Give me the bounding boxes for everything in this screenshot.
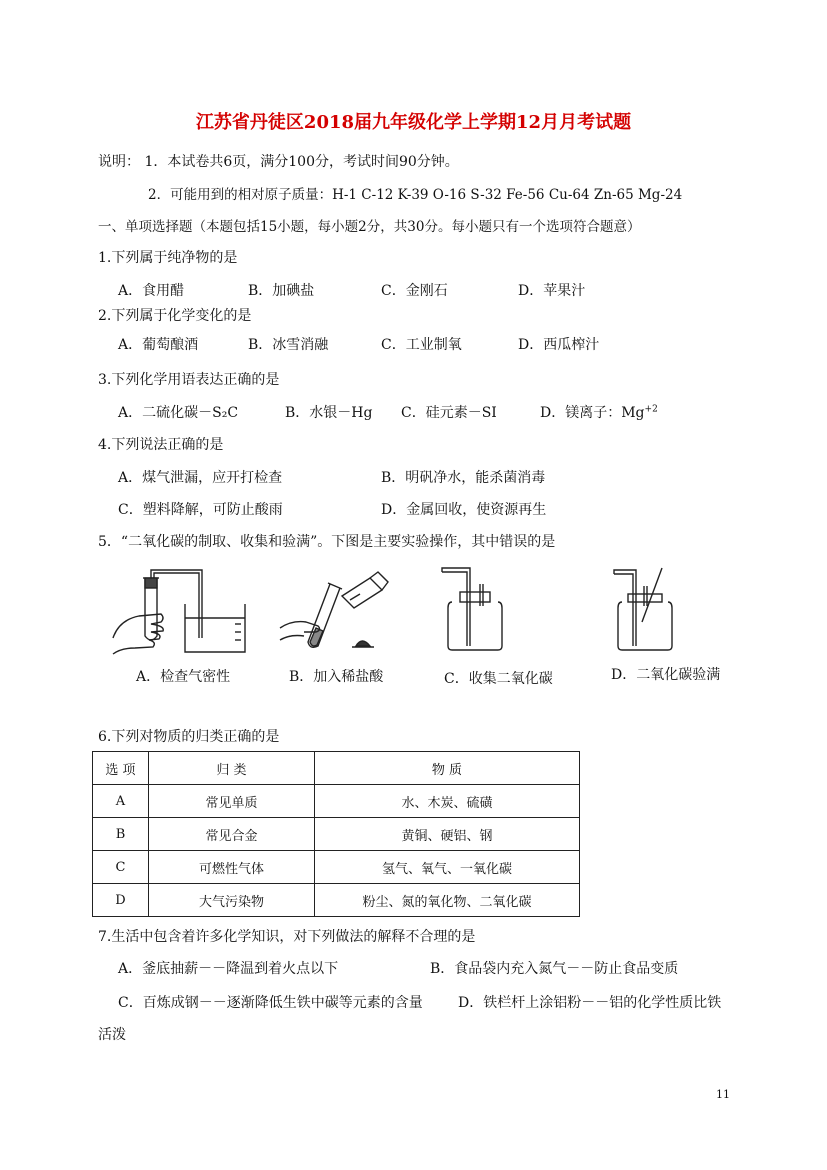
table-header-row bbox=[93, 752, 580, 785]
q3-option-d-charge: +2 bbox=[644, 404, 658, 415]
q7-option-d: D．铁栏杆上涂铝粉－－铝的化学性质比铁 bbox=[458, 995, 722, 1011]
table-cell: C bbox=[93, 851, 149, 884]
q5-option-a: A．检查气密性 bbox=[136, 669, 231, 685]
table-cell: 氢气、氧气、一氧化碳 bbox=[315, 851, 580, 884]
q4-option-b: B．明矾净水，能杀菌消毒 bbox=[381, 470, 546, 486]
table-row bbox=[93, 785, 580, 818]
q1-option-b: B．加碘盐 bbox=[248, 283, 315, 299]
q1-option-d: D．苹果汁 bbox=[518, 283, 586, 299]
page-number: 11 bbox=[716, 1088, 730, 1101]
q3-option-d-text: D．镁离子：Mg bbox=[540, 405, 645, 421]
adding-acid-figure bbox=[278, 568, 403, 658]
q2-option-d: D．西瓜榨汁 bbox=[518, 337, 600, 353]
q4-option-a: A．煤气泄漏，应开打检查 bbox=[118, 470, 283, 486]
table-cell: 大气污染物 bbox=[149, 884, 315, 917]
note-line-1: 说明： 1．本试卷共6页，满分100分，考试时间90分钟。 bbox=[98, 154, 459, 170]
table-row bbox=[93, 884, 580, 917]
question-1-stem: 1.下列属于纯净物的是 bbox=[98, 250, 238, 266]
q1-option-a: A．食用醋 bbox=[118, 283, 185, 299]
q3-option-b: B．水银－Hg bbox=[285, 405, 373, 421]
q5-option-c: C．收集二氧化碳 bbox=[444, 671, 553, 687]
question-7-stem: 7.生活中包含着许多化学知识，对下列做法的解释不合理的是 bbox=[98, 929, 476, 945]
table-header-cell: 物 质 bbox=[315, 752, 580, 785]
q5-option-d: D．二氧化碳验满 bbox=[611, 667, 721, 683]
table-cell: 常见合金 bbox=[149, 818, 315, 851]
q7-option-d-continued: 活泼 bbox=[98, 1027, 126, 1043]
airtightness-check-figure bbox=[105, 568, 255, 658]
q4-option-c: C．塑料降解，可防止酸雨 bbox=[118, 502, 283, 518]
table-header-cell: 归 类 bbox=[149, 752, 315, 785]
table-cell: 粉尘、氮的氧化物、二氧化碳 bbox=[315, 884, 580, 917]
page-title: 江苏省丹徒区2018届九年级化学上学期12月月考试题 bbox=[195, 112, 632, 133]
table-cell: B bbox=[93, 818, 149, 851]
section-heading: 一、单项选择题（本题包括15小题，每小题2分，共30分。每小题只有一个选项符合题意） bbox=[98, 219, 641, 235]
question-5-stem: 5．“二氧化碳的制取、收集和验满”。下图是主要实验操作，其中错误的是 bbox=[98, 534, 556, 550]
table-row bbox=[93, 818, 580, 851]
q2-option-b: B．冰雪消融 bbox=[248, 337, 329, 353]
q2-option-c: C．工业制氧 bbox=[381, 337, 462, 353]
classification-table bbox=[92, 751, 580, 917]
q7-option-b: B．食品袋内充入氮气－－防止食品变质 bbox=[430, 961, 679, 977]
table-cell: 水、木炭、硫磺 bbox=[315, 785, 580, 818]
q3-option-a: A．二硫化碳－S₂C bbox=[118, 405, 239, 421]
table-cell: 可燃性气体 bbox=[149, 851, 315, 884]
table-cell: 常见单质 bbox=[149, 785, 315, 818]
q4-option-d: D．金属回收，使资源再生 bbox=[381, 502, 547, 518]
collecting-co2-figure bbox=[438, 566, 518, 658]
table-cell: 黄铜、硬铝、钢 bbox=[315, 818, 580, 851]
q3-option-c: C．硅元素－SI bbox=[401, 405, 497, 421]
table-cell: D bbox=[93, 884, 149, 917]
table-cell: A bbox=[93, 785, 149, 818]
table-header-cell: 选 项 bbox=[93, 752, 149, 785]
q7-option-a: A．釜底抽薪－－降温到着火点以下 bbox=[118, 961, 339, 977]
q3-option-d bbox=[540, 402, 658, 422]
q5-option-b: B．加入稀盐酸 bbox=[289, 669, 384, 685]
question-4-stem: 4.下列说法正确的是 bbox=[98, 437, 224, 453]
q7-option-c: C．百炼成钢－－逐渐降低生铁中碳等元素的含量 bbox=[118, 995, 423, 1011]
question-6-stem: 6.下列对物质的归类正确的是 bbox=[98, 729, 280, 745]
question-2-stem: 2.下列属于化学变化的是 bbox=[98, 308, 252, 324]
question-3-stem: 3.下列化学用语表达正确的是 bbox=[98, 372, 280, 388]
note-line-2: 2．可能用到的相对原子质量：H-1 C-12 K-39 O-16 S-32 Fe-56 Cu-64 Zn-65 Mg-24 bbox=[148, 187, 683, 203]
co2-full-check-figure bbox=[608, 566, 688, 658]
q2-option-a: A．葡萄酿酒 bbox=[118, 337, 199, 353]
q1-option-c: C．金刚石 bbox=[381, 283, 448, 299]
table-row bbox=[93, 851, 580, 884]
